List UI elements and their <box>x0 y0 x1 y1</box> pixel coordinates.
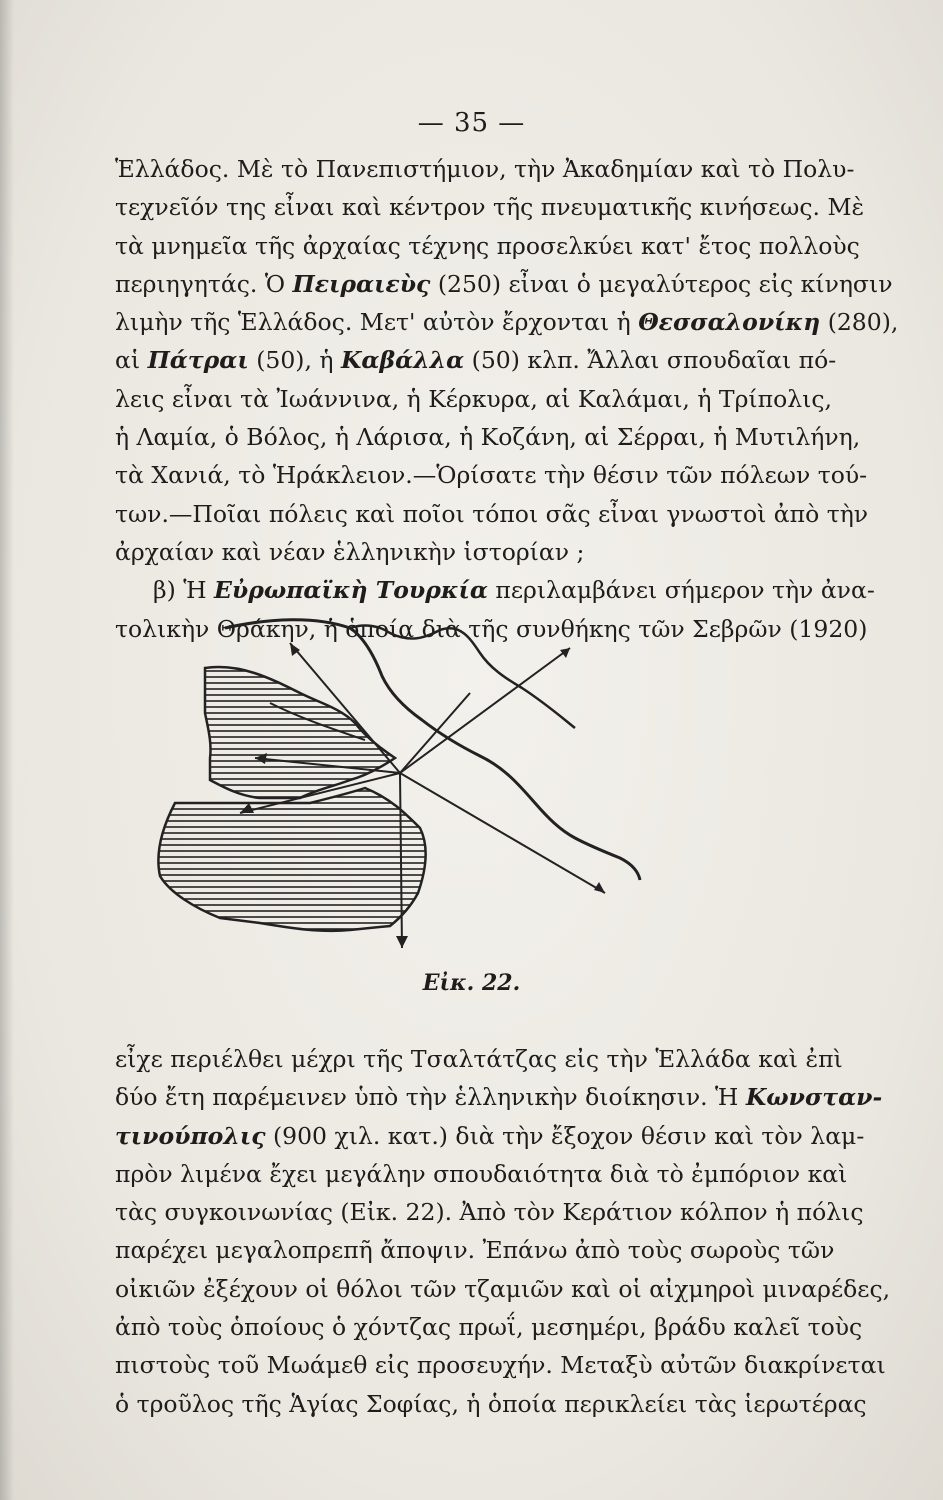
map-landmass-asia <box>158 788 425 931</box>
text-line: τὰς συγκοινωνίας (Εἰκ. 22). Ἀπὸ τὸν Κεράτιον κόλπον ἡ πόλις <box>115 1198 864 1227</box>
text-line: οἰκιῶν ἐξέχουν οἱ θόλοι τῶν τζαμιῶν καὶ οἱ αἰχμηροὶ μιναρέδες, <box>115 1274 891 1303</box>
text-line: ὁ τροῦλος τῆς Ἁγίας Σοφίας, ἡ ὁποία περικλείει τὰς ἱερωτέρας <box>115 1389 867 1418</box>
text-block-top <box>115 150 899 648</box>
text-line: τὰ μνημεῖα τῆς ἀρχαίας τέχνης προσελκύει κατ' ἔτος πολλοὺς <box>115 231 860 260</box>
text-line: τινούπολις (900 χιλ. κατ.) διὰ τὴν ἔξοχον θέσιν καὶ τὸν λαμ- <box>115 1121 865 1150</box>
text-line: πιστοὺς τοῦ Μωάμεθ εἰς προσευχήν. Μεταξὺ αὐτῶν διακρίνεται <box>115 1351 886 1380</box>
bold-term: Πειραιεὺς <box>292 269 431 298</box>
bold-term: Εὐρωπαϊκὴ Τουρκία <box>214 576 488 605</box>
figure-map-constantinople <box>150 608 800 958</box>
text-line: β) Ἡ Εὐρωπαϊκὴ Τουρκία περιλαμβάνει σήμερον τὴν ἀνα- <box>153 576 875 605</box>
text-line: Ἑλλάδος. Μὲ τὸ Πανεπιστήμιον, τὴν Ἀκαδημίαν καὶ τὸ Πολυ- <box>115 155 855 183</box>
text-line: πρὸν λιμένα ἔχει μεγάλην σπουδαιότητα διὰ τὸ ἐμπόριον καὶ <box>115 1159 848 1188</box>
text-line: ἀπὸ τοὺς ὁποίους ὁ χόντζας πρωΐ, μεσημέρι, βράδυ καλεῖ τοὺς <box>115 1313 863 1342</box>
text-line: λεις εἶναι τὰ Ἰωάννινα, ἡ Κέρκυρα, αἱ Καλάμαι, ἡ Τρίπολις, <box>115 384 832 413</box>
text-line: ἡ Λαμία, ὁ Βόλος, ἡ Λάρισα, ἡ Κοζάνη, αἱ Σέρραι, ἡ Μυτιλήνη, <box>115 423 861 452</box>
text-line: περιηγητάς. Ὁ Πειραιεὺς (250) εἶναι ὁ μεγαλύτερος εἰς κίνησιν <box>115 269 893 298</box>
page-edge-shadow <box>0 0 14 1500</box>
bold-term: Καβάλλα <box>340 346 465 375</box>
text-line: παρέχει μεγαλοπρεπῆ ἄποψιν. Ἐπάνω ἀπὸ τοὺς σωροὺς τῶν <box>115 1236 835 1265</box>
page-number: — 35 — <box>417 108 526 138</box>
text-line: εἶχε περιέλθει μέχρι τῆς Τσαλτάτζας εἰς τὴν Ἑλλάδα καὶ ἐπὶ <box>115 1045 843 1073</box>
text-line: ἀρχαίαν καὶ νέαν ἑλληνικὴν ἱστορίαν ; <box>115 537 585 566</box>
bold-term: Θεσσαλονίκη <box>638 308 821 337</box>
text-line: τὰ Χανιά, τὸ Ἡράκλειον.—Ὁρίσατε τὴν θέσιν τῶν πόλεων τού- <box>115 461 868 490</box>
figure-caption: Εἰκ. 22. <box>422 970 521 996</box>
text-line: αἱ Πάτραι (50), ἡ Καβάλλα (50) κλπ. Ἄλλαι σπουδαῖαι πό- <box>115 346 837 375</box>
text-line: τεχνεῖόν της εἶναι καὶ κέντρον τῆς πνευματικῆς κινήσεως. Μὲ <box>115 193 865 222</box>
text-line: των.—Ποῖαι πόλεις καὶ ποῖοι τόποι σᾶς εἶναι γνωστοὶ ἀπὸ τὴν <box>115 499 869 528</box>
text-line: δύο ἔτη παρέμεινεν ὑπὸ τὴν ἑλληνικὴν διοίκησιν. Ἡ Κωνσταν- <box>115 1083 883 1112</box>
bold-term: Πάτραι <box>147 346 249 375</box>
text-line: τολικὴν Θράκην, ἡ ὁποία διὰ τῆς συνθήκης τῶν Σεβρῶν (1920) <box>115 614 868 643</box>
text-line: λιμὴν τῆς Ἑλλάδος. Μετ' αὐτὸν ἔρχονται ἡ Θεσσαλονίκη (280), <box>115 308 899 337</box>
text-block-bottom <box>115 1040 891 1423</box>
bold-term: Κωνσταν- <box>745 1083 883 1112</box>
bold-term: τινούπολις <box>115 1121 266 1150</box>
